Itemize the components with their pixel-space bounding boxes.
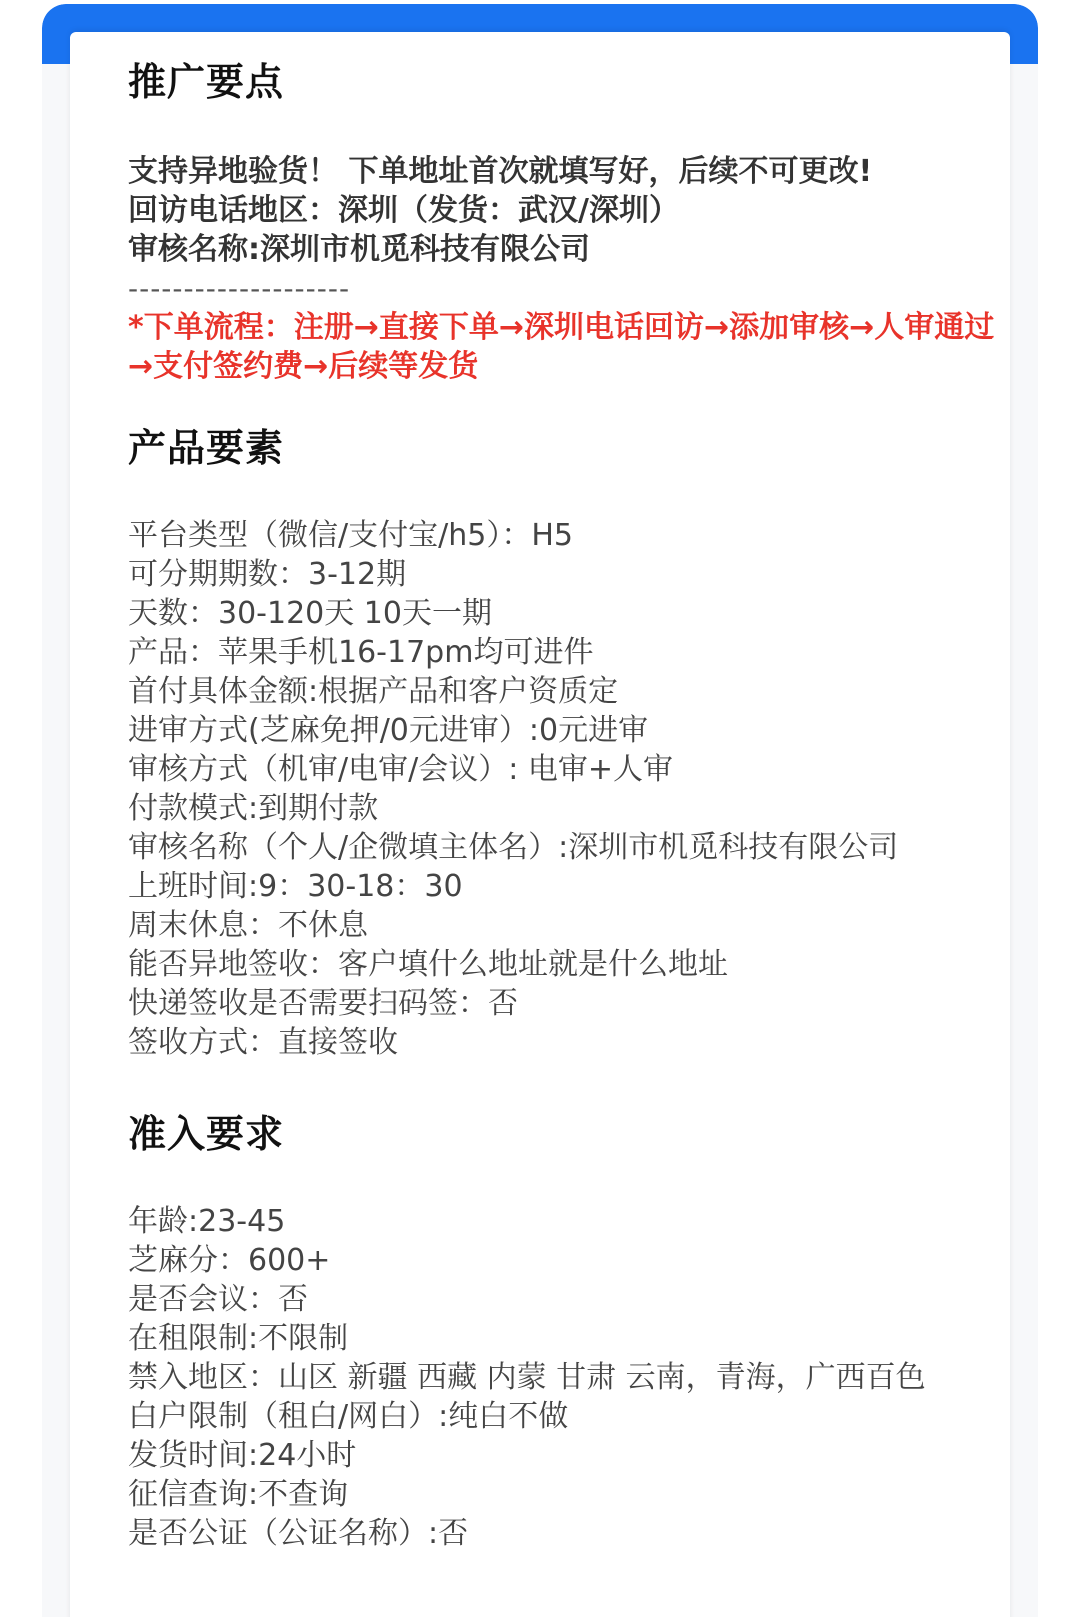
product-line: 上班时间:9：30-18：30 (128, 869, 463, 904)
page-frame (42, 4, 1038, 1617)
product-section-title: 产品要素 (128, 426, 285, 470)
admission-line: 禁入地区：山区 新疆 西藏 内蒙 甘肃 云南，青海，广西百色 (128, 1360, 926, 1395)
product-line: 审核方式（机审/电审/会议）: 电审+人审 (128, 752, 673, 787)
admission-section-title: 准入要求 (128, 1112, 285, 1156)
promo-line: 支持异地验货！ 下单地址首次就填写好，后续不可更改! (128, 154, 873, 189)
admission-line: 芝麻分：600+ (128, 1243, 331, 1278)
product-block (128, 516, 1008, 1062)
promo-line: 回访电话地区：深圳（发货：武汉/深圳） (128, 193, 679, 228)
admission-line: 发货时间:24小时 (128, 1438, 357, 1473)
admission-line: 在租限制:不限制 (128, 1321, 349, 1356)
product-line: 审核名称（个人/企微填主体名）:深圳市机觅科技有限公司 (128, 830, 899, 865)
promo-block (128, 152, 1008, 386)
promo-line: 审核名称:深圳市机觅科技有限公司 (128, 232, 590, 267)
admission-block (128, 1202, 1008, 1553)
admission-line: 征信查询:不查询 (128, 1477, 349, 1512)
product-line: 可分期期数：3-12期 (128, 557, 407, 592)
product-line: 首付具体金额:根据产品和客户资质定 (128, 674, 619, 709)
order-flow-text: *下单流程：注册→直接下单→深圳电话回访→添加审核→人审通过→支付签约费→后续等发货 (128, 310, 995, 384)
product-line: 周末休息：不休息 (128, 908, 368, 943)
product-line: 进审方式(芝麻免押/0元进审）:0元进审 (128, 713, 649, 748)
product-line: 平台类型（微信/支付宝/h5）：H5 (128, 518, 573, 553)
admission-line: 年龄:23-45 (128, 1204, 286, 1239)
product-line: 天数：30-120天 10天一期 (128, 596, 492, 631)
content-card (70, 32, 1010, 1617)
admission-line: 是否会议：否 (128, 1282, 308, 1317)
product-line: 快递签收是否需要扫码签：否 (128, 986, 518, 1021)
promo-section-title: 推广要点 (128, 60, 285, 104)
admission-line: 白户限制（租白/网白）:纯白不做 (128, 1399, 569, 1434)
product-line: 产品：苹果手机16-17pm均可进件 (128, 635, 594, 670)
product-line: 签收方式：直接签收 (128, 1025, 398, 1060)
admission-line: 是否公证（公证名称）:否 (128, 1516, 469, 1551)
promo-divider: -------------------- (128, 272, 351, 305)
product-line: 付款模式:到期付款 (128, 791, 379, 826)
product-line: 能否异地签收：客户填什么地址就是什么地址 (128, 947, 728, 982)
